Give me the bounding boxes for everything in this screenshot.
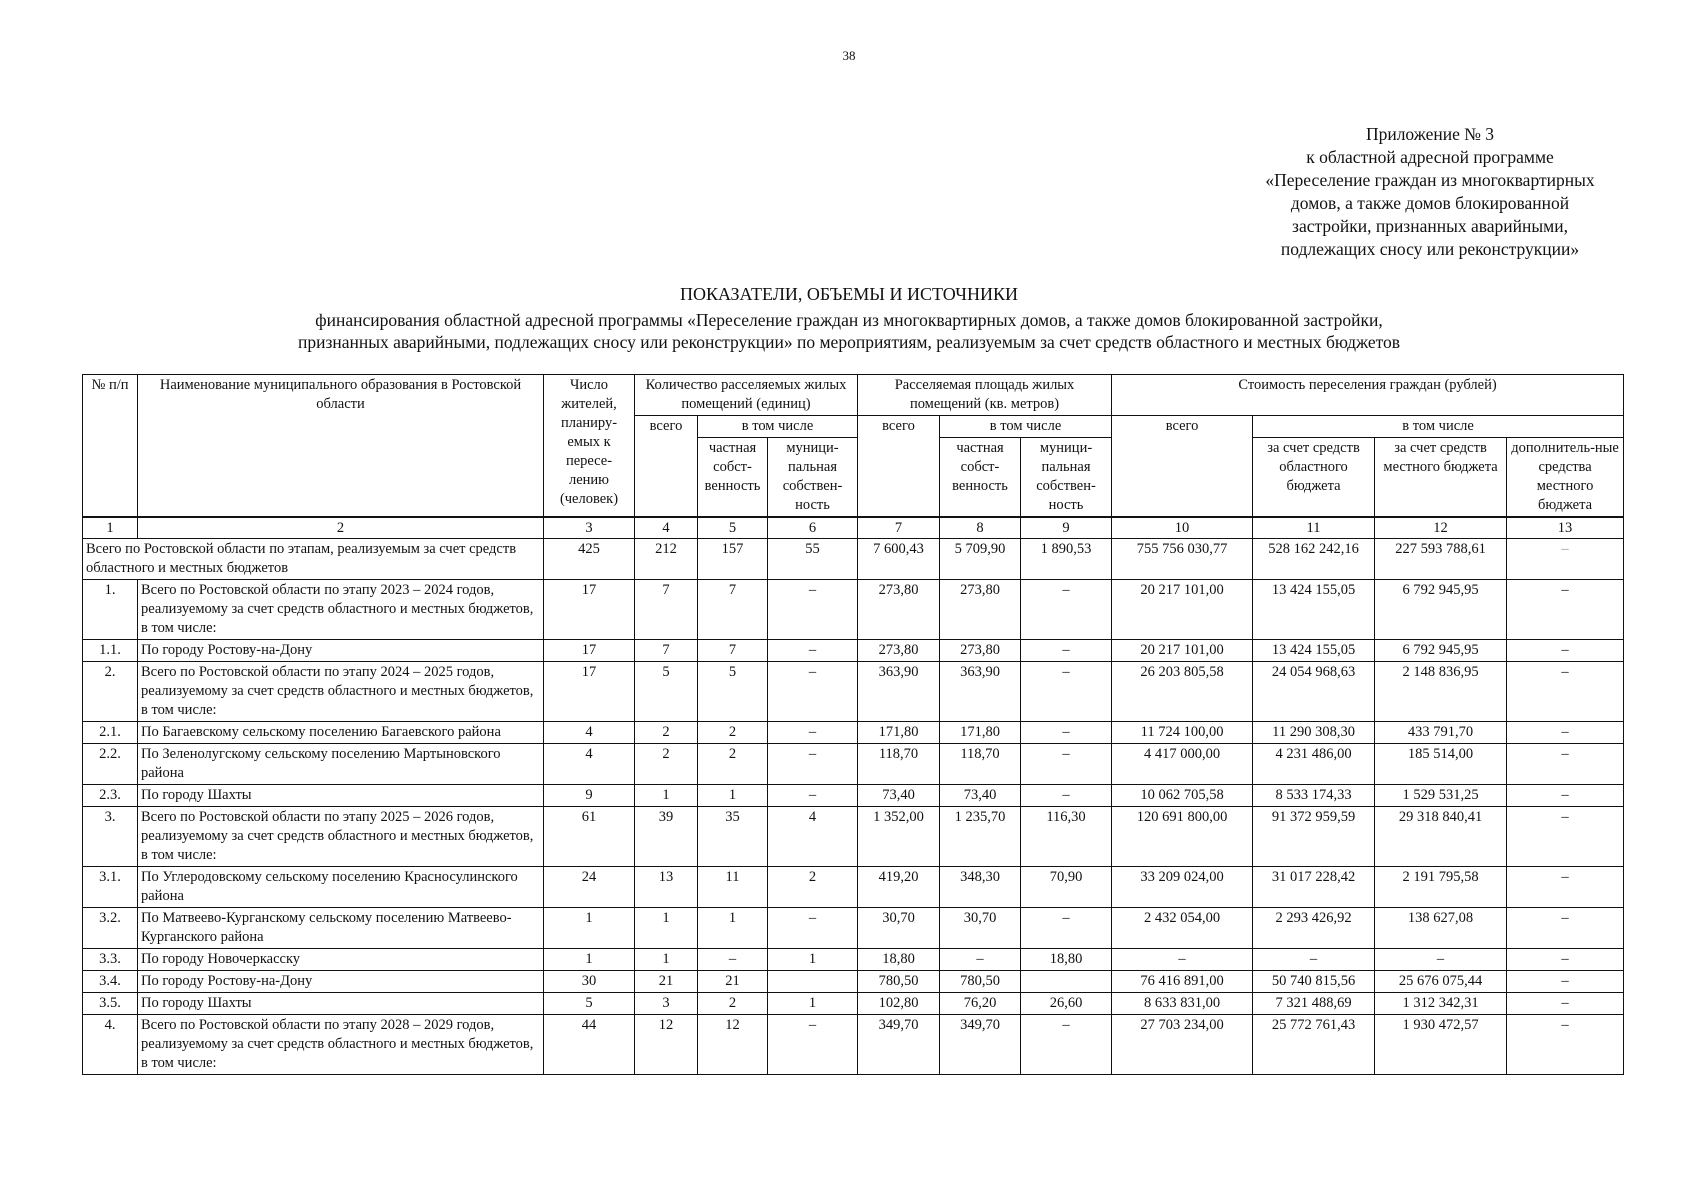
table-cell: 528 162 242,16 bbox=[1253, 539, 1375, 580]
table-cell: 31 017 228,42 bbox=[1253, 867, 1375, 908]
header-units-private: частная собст-венность bbox=[698, 438, 768, 518]
table-cell: 7 bbox=[698, 640, 768, 662]
table-row-total bbox=[83, 539, 1624, 580]
table-cell: 27 703 234,00 bbox=[1112, 1015, 1253, 1075]
table-cell: 425 bbox=[544, 539, 635, 580]
table-row bbox=[83, 580, 1624, 640]
table-cell: 11 290 308,30 bbox=[1253, 722, 1375, 744]
table-cell: 12 bbox=[635, 1015, 698, 1075]
row-label: По городу Шахты bbox=[138, 785, 544, 807]
header-cost-including: в том числе bbox=[1253, 416, 1624, 438]
table-row bbox=[83, 949, 1624, 971]
table-cell: – bbox=[1021, 580, 1112, 640]
row-number: 1.1. bbox=[83, 640, 138, 662]
table-cell: – bbox=[1253, 949, 1375, 971]
table-cell: 116,30 bbox=[1021, 807, 1112, 867]
table-cell: 2 293 426,92 bbox=[1253, 908, 1375, 949]
table-cell: 349,70 bbox=[940, 1015, 1021, 1075]
table-row bbox=[83, 971, 1624, 993]
column-number: 8 bbox=[940, 517, 1021, 539]
column-number: 7 bbox=[858, 517, 940, 539]
table-row bbox=[83, 1015, 1624, 1075]
row-number: 3. bbox=[83, 807, 138, 867]
table-cell: 1 bbox=[635, 785, 698, 807]
table-cell: 171,80 bbox=[940, 722, 1021, 744]
table-cell: 8 633 831,00 bbox=[1112, 993, 1253, 1015]
row-label: По Углеродовскому сельскому поселению Красносулинского района bbox=[138, 867, 544, 908]
table-cell: – bbox=[768, 640, 858, 662]
header-units-total: всего bbox=[635, 416, 698, 518]
table-cell: 1 bbox=[768, 993, 858, 1015]
row-label: Всего по Ростовской области по этапу 2024 – 2025 годов, реализуемому за счет средств областного и местных бюджетов, в том числе: bbox=[138, 662, 544, 722]
table-cell: 20 217 101,00 bbox=[1112, 640, 1253, 662]
table-cell: – bbox=[1507, 785, 1624, 807]
appendix-line: Приложение № 3 bbox=[1365, 124, 1495, 144]
table-cell: 2 bbox=[698, 744, 768, 785]
table-cell: 44 bbox=[544, 1015, 635, 1075]
row-number: 3.5. bbox=[83, 993, 138, 1015]
table-cell: 273,80 bbox=[858, 580, 940, 640]
table-cell: 18,80 bbox=[1021, 949, 1112, 971]
table-cell: – bbox=[1507, 971, 1624, 993]
table-cell: – bbox=[1021, 785, 1112, 807]
table-cell: 3 bbox=[635, 993, 698, 1015]
table-cell: 73,40 bbox=[940, 785, 1021, 807]
table-cell: 227 593 788,61 bbox=[1375, 539, 1507, 580]
column-number: 9 bbox=[1021, 517, 1112, 539]
table-row bbox=[83, 640, 1624, 662]
table-cell: 1 bbox=[544, 908, 635, 949]
row-label: Всего по Ростовской области по этапу 2028 – 2029 годов, реализуемому за счет средств областного и местных бюджетов, в том числе: bbox=[138, 1015, 544, 1075]
row-label: По городу Шахты bbox=[138, 993, 544, 1015]
table-row bbox=[83, 807, 1624, 867]
table-cell: 1 bbox=[635, 908, 698, 949]
page-number: 38 bbox=[842, 48, 856, 63]
appendix-line: застройки, признанных аварийными, bbox=[1292, 216, 1568, 236]
row-number: 1. bbox=[83, 580, 138, 640]
table-cell: 76 416 891,00 bbox=[1112, 971, 1253, 993]
row-number: 3.2. bbox=[83, 908, 138, 949]
table-cell: 363,90 bbox=[940, 662, 1021, 722]
row-label: По Зеленолугскому сельскому поселению Мартыновского района bbox=[138, 744, 544, 785]
table-cell: – bbox=[1021, 640, 1112, 662]
table-cell: – bbox=[768, 908, 858, 949]
table-cell: – bbox=[768, 785, 858, 807]
header-additional-local: дополнитель-ные средства местного бюджета bbox=[1507, 438, 1624, 518]
table-row bbox=[83, 662, 1624, 722]
column-number: 4 bbox=[635, 517, 698, 539]
table-cell: 1 bbox=[698, 908, 768, 949]
table-cell: 1 529 531,25 bbox=[1375, 785, 1507, 807]
table-cell: 4 bbox=[768, 807, 858, 867]
table-cell: 157 bbox=[698, 539, 768, 580]
table-cell: – bbox=[768, 1015, 858, 1075]
table-cell: 1 352,00 bbox=[858, 807, 940, 867]
table-cell: 21 bbox=[698, 971, 768, 993]
table-row bbox=[83, 744, 1624, 785]
table-cell: – bbox=[1112, 949, 1253, 971]
table-cell: 273,80 bbox=[858, 640, 940, 662]
table-cell: 29 318 840,41 bbox=[1375, 807, 1507, 867]
row-number: 2. bbox=[83, 662, 138, 722]
table-cell: 2 191 795,58 bbox=[1375, 867, 1507, 908]
table-cell: 24 054 968,63 bbox=[1253, 662, 1375, 722]
row-number: 3.4. bbox=[83, 971, 138, 993]
table-row bbox=[83, 722, 1624, 744]
table-cell: 30,70 bbox=[858, 908, 940, 949]
table-cell: 1 bbox=[635, 949, 698, 971]
appendix-line: подлежащих сносу или реконструкции» bbox=[1280, 239, 1580, 259]
column-number: 3 bbox=[544, 517, 635, 539]
table-cell: 273,80 bbox=[940, 640, 1021, 662]
table-cell: 118,70 bbox=[858, 744, 940, 785]
table-cell: 25 676 075,44 bbox=[1375, 971, 1507, 993]
table-cell: 33 209 024,00 bbox=[1112, 867, 1253, 908]
table-cell: 39 bbox=[635, 807, 698, 867]
table-cell: – bbox=[1021, 662, 1112, 722]
table-cell: – bbox=[940, 949, 1021, 971]
table-cell: 70,90 bbox=[1021, 867, 1112, 908]
header-cost-group: Стоимость переселения граждан (рублей) bbox=[1112, 375, 1624, 416]
table-cell: 8 533 174,33 bbox=[1253, 785, 1375, 807]
table-cell: 7 bbox=[698, 580, 768, 640]
table-cell: 2 bbox=[635, 722, 698, 744]
table-cell: – bbox=[1507, 662, 1624, 722]
table-cell: 780,50 bbox=[940, 971, 1021, 993]
table-cell: 2 432 054,00 bbox=[1112, 908, 1253, 949]
table-cell: 20 217 101,00 bbox=[1112, 580, 1253, 640]
table-cell: 2 148 836,95 bbox=[1375, 662, 1507, 722]
table-cell: 118,70 bbox=[940, 744, 1021, 785]
table-cell: 1 bbox=[768, 949, 858, 971]
table-cell: 5 bbox=[635, 662, 698, 722]
table-cell: – bbox=[698, 949, 768, 971]
column-number: 10 bbox=[1112, 517, 1253, 539]
table-cell: 50 740 815,56 bbox=[1253, 971, 1375, 993]
table-cell: 171,80 bbox=[858, 722, 940, 744]
table-cell: – bbox=[1021, 1015, 1112, 1075]
table-cell: 35 bbox=[698, 807, 768, 867]
table-cell: – bbox=[1021, 908, 1112, 949]
table-cell: 1 890,53 bbox=[1021, 539, 1112, 580]
table-cell: 55 bbox=[768, 539, 858, 580]
table-cell: 9 bbox=[544, 785, 635, 807]
header-local-budget: за счет средств местного бюджета bbox=[1375, 438, 1507, 518]
table-cell: 76,20 bbox=[940, 993, 1021, 1015]
row-label: По городу Ростову-на-Дону bbox=[138, 971, 544, 993]
table-cell: – bbox=[768, 580, 858, 640]
table-cell: 6 792 945,95 bbox=[1375, 640, 1507, 662]
appendix-note bbox=[1240, 123, 1620, 261]
header-units-including: в том числе bbox=[698, 416, 858, 438]
table-cell: 6 792 945,95 bbox=[1375, 580, 1507, 640]
table-cell: – bbox=[1507, 867, 1624, 908]
table-cell: 73,40 bbox=[858, 785, 940, 807]
header-area-group: Расселяемая площадь жилых помещений (кв. метров) bbox=[858, 375, 1112, 416]
table-cell: 10 062 705,58 bbox=[1112, 785, 1253, 807]
table-cell: 5 bbox=[698, 662, 768, 722]
document-title: ПОКАЗАТЕЛИ, ОБЪЕМЫ И ИСТОЧНИКИ bbox=[679, 284, 1019, 304]
table-cell: – bbox=[1507, 993, 1624, 1015]
row-label: По Багаевскому сельскому поселению Багаевского района bbox=[138, 722, 544, 744]
table-cell: 11 724 100,00 bbox=[1112, 722, 1253, 744]
table-cell: – bbox=[768, 744, 858, 785]
subtitle-line: признанных аварийными, подлежащих сносу или реконструкции» по мероприятиям, реализуемым за счет средств областного и местных бюджетов bbox=[297, 332, 1401, 352]
table-cell: – bbox=[1507, 1015, 1624, 1075]
row-label: По городу Новочеркасску bbox=[138, 949, 544, 971]
table-cell: 30 bbox=[544, 971, 635, 993]
table-cell: 1 312 342,31 bbox=[1375, 993, 1507, 1015]
table-cell: 7 321 488,69 bbox=[1253, 993, 1375, 1015]
row-label: Всего по Ростовской области по этапу 2023 – 2024 годов, реализуемому за счет средств областного и местных бюджетов, в том числе: bbox=[138, 580, 544, 640]
table-cell: 5 bbox=[544, 993, 635, 1015]
table-row bbox=[83, 908, 1624, 949]
table-cell: 348,30 bbox=[940, 867, 1021, 908]
total-row-label: Всего по Ростовской области по этапам, реализуемым за счет средств областного и местных бюджетов bbox=[83, 539, 544, 580]
row-label: По городу Ростову-на-Дону bbox=[138, 640, 544, 662]
table-cell: – bbox=[1375, 949, 1507, 971]
table-cell: 18,80 bbox=[858, 949, 940, 971]
table-row bbox=[83, 867, 1624, 908]
column-number: 6 bbox=[768, 517, 858, 539]
table-cell: – bbox=[1507, 580, 1624, 640]
table-cell: 61 bbox=[544, 807, 635, 867]
table-cell: 30,70 bbox=[940, 908, 1021, 949]
appendix-line: домов, а также домов блокированной bbox=[1290, 193, 1570, 213]
header-area-including: в том числе bbox=[940, 416, 1112, 438]
table-cell: 24 bbox=[544, 867, 635, 908]
table-cell: 25 772 761,43 bbox=[1253, 1015, 1375, 1075]
table-cell: – bbox=[1021, 722, 1112, 744]
table-cell: 13 424 155,05 bbox=[1253, 580, 1375, 640]
row-number: 2.2. bbox=[83, 744, 138, 785]
column-number: 13 bbox=[1507, 517, 1624, 539]
table-cell: 5 709,90 bbox=[940, 539, 1021, 580]
subtitle-line: финансирования областной адресной программы «Переселение граждан из многоквартирных домов, а также домов блокированной застройки, bbox=[315, 310, 1383, 330]
table-cell: – bbox=[1507, 539, 1624, 580]
row-number: 2.1. bbox=[83, 722, 138, 744]
table-cell: 7 bbox=[635, 640, 698, 662]
row-number: 2.3. bbox=[83, 785, 138, 807]
table-cell: – bbox=[1507, 807, 1624, 867]
table-cell: – bbox=[1021, 744, 1112, 785]
table-cell: 1 bbox=[544, 949, 635, 971]
table-cell: 212 bbox=[635, 539, 698, 580]
table-cell: – bbox=[768, 662, 858, 722]
table-cell: 11 bbox=[698, 867, 768, 908]
table-cell: 7 bbox=[635, 580, 698, 640]
header-name: Наименование муниципального образования в Ростовской области bbox=[138, 375, 544, 518]
table-cell: 1 930 472,57 bbox=[1375, 1015, 1507, 1075]
table-cell: 102,80 bbox=[858, 993, 940, 1015]
header-area-private: частная собст-венность bbox=[940, 438, 1021, 518]
column-number: 12 bbox=[1375, 517, 1507, 539]
header-units-group: Количество расселяемых жилых помещений (единиц) bbox=[635, 375, 858, 416]
table-cell: 185 514,00 bbox=[1375, 744, 1507, 785]
header-cost-total: всего bbox=[1112, 416, 1253, 518]
row-label: По Матвеево-Курганскому сельскому поселению Матвеево-Курганского района bbox=[138, 908, 544, 949]
appendix-line: «Переселение граждан из многоквартирных bbox=[1265, 170, 1595, 190]
header-residents: Число жителей, планиру-емых к пересе-лению (человек) bbox=[544, 375, 635, 518]
row-number: 3.3. bbox=[83, 949, 138, 971]
table-cell: 7 600,43 bbox=[858, 539, 940, 580]
table-cell: 17 bbox=[544, 580, 635, 640]
table-cell: 2 bbox=[698, 722, 768, 744]
table-cell: 4 417 000,00 bbox=[1112, 744, 1253, 785]
table-cell bbox=[1021, 971, 1112, 993]
table-cell: 419,20 bbox=[858, 867, 940, 908]
table-cell: 780,50 bbox=[858, 971, 940, 993]
table-cell: – bbox=[768, 722, 858, 744]
table-cell: 26 203 805,58 bbox=[1112, 662, 1253, 722]
table-cell: 12 bbox=[698, 1015, 768, 1075]
table-cell: – bbox=[1507, 722, 1624, 744]
column-number: 11 bbox=[1253, 517, 1375, 539]
table-cell: 120 691 800,00 bbox=[1112, 807, 1253, 867]
table-row bbox=[83, 785, 1624, 807]
table-cell: 13 bbox=[635, 867, 698, 908]
table-cell: 21 bbox=[635, 971, 698, 993]
table-cell: 26,60 bbox=[1021, 993, 1112, 1015]
header-regional-budget: за счет средств областного бюджета bbox=[1253, 438, 1375, 518]
table-cell: 1 bbox=[698, 785, 768, 807]
table-cell: – bbox=[1507, 949, 1624, 971]
table-cell: 17 bbox=[544, 640, 635, 662]
row-number: 4. bbox=[83, 1015, 138, 1075]
table-cell: 2 bbox=[635, 744, 698, 785]
table-cell: – bbox=[1507, 744, 1624, 785]
header-num: № п/п bbox=[83, 375, 138, 518]
table-cell: 349,70 bbox=[858, 1015, 940, 1075]
table-cell: 755 756 030,77 bbox=[1112, 539, 1253, 580]
column-number: 1 bbox=[83, 517, 138, 539]
table-cell: 433 791,70 bbox=[1375, 722, 1507, 744]
column-number: 2 bbox=[138, 517, 544, 539]
appendix-line: к областной адресной программе bbox=[1306, 147, 1554, 167]
table-cell: 2 bbox=[698, 993, 768, 1015]
financing-table bbox=[82, 374, 1624, 1075]
row-number: 3.1. bbox=[83, 867, 138, 908]
table-cell: 17 bbox=[544, 662, 635, 722]
table-cell: 13 424 155,05 bbox=[1253, 640, 1375, 662]
table-cell: 4 bbox=[544, 744, 635, 785]
header-area-total: всего bbox=[858, 416, 940, 518]
table-row bbox=[83, 993, 1624, 1015]
row-label: Всего по Ростовской области по этапу 2025 – 2026 годов, реализуемому за счет средств областного и местных бюджетов, в том числе: bbox=[138, 807, 544, 867]
table-cell: 4 bbox=[544, 722, 635, 744]
header-area-municipal: муници-пальная собствен-ность bbox=[1021, 438, 1112, 518]
table-cell: 363,90 bbox=[858, 662, 940, 722]
table-cell: – bbox=[1507, 908, 1624, 949]
table-cell: 1 235,70 bbox=[940, 807, 1021, 867]
table-cell: 4 231 486,00 bbox=[1253, 744, 1375, 785]
table-cell: 2 bbox=[768, 867, 858, 908]
table-cell: 91 372 959,59 bbox=[1253, 807, 1375, 867]
table-cell bbox=[768, 971, 858, 993]
table-cell: 138 627,08 bbox=[1375, 908, 1507, 949]
column-number: 5 bbox=[698, 517, 768, 539]
header-units-municipal: муници-пальная собствен-ность bbox=[768, 438, 858, 518]
table-cell: 273,80 bbox=[940, 580, 1021, 640]
document-subtitle bbox=[0, 309, 1698, 353]
table-cell: – bbox=[1507, 640, 1624, 662]
